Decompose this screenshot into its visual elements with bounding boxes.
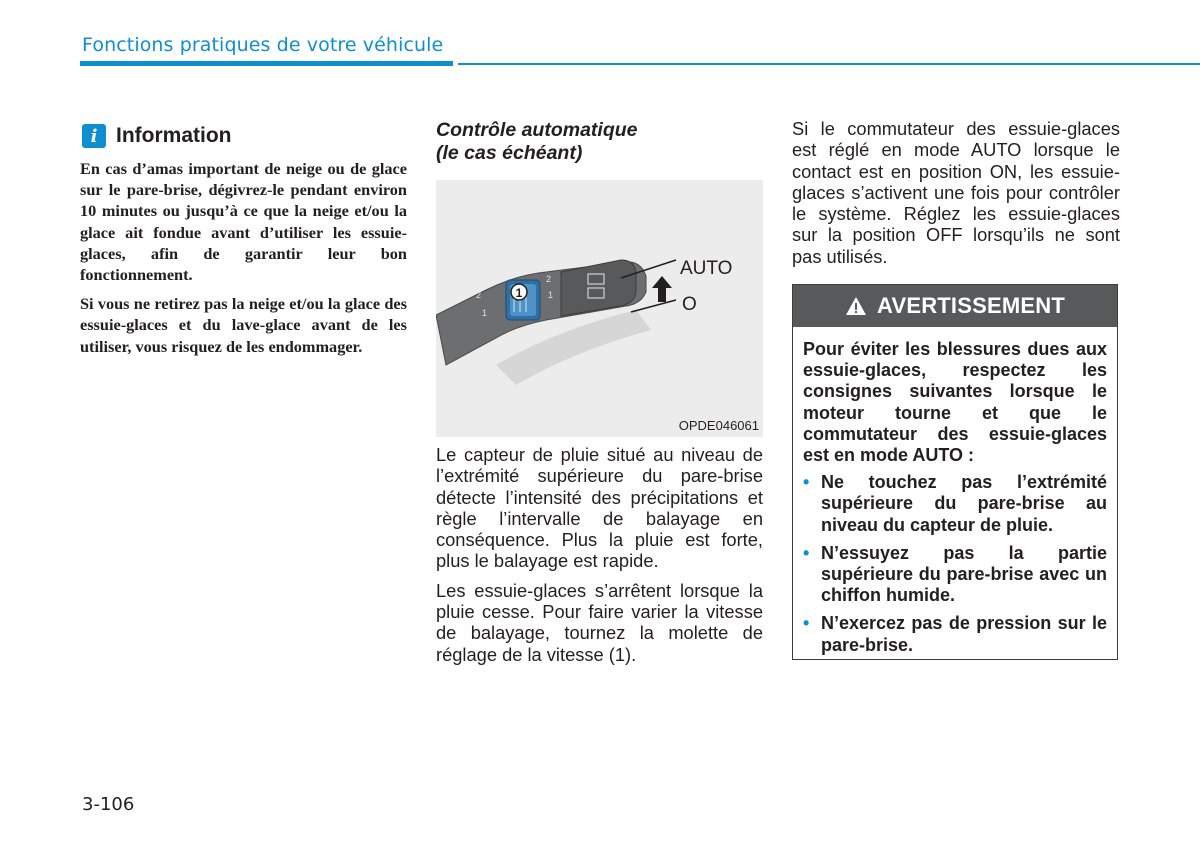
page-number: 3-106 (82, 794, 135, 815)
svg-text:1: 1 (482, 308, 488, 318)
figure-callout-1: 1 (515, 286, 523, 300)
warning-list (803, 472, 1107, 656)
figure-label-auto: AUTO (680, 258, 733, 279)
warning-header (793, 285, 1117, 327)
svg-text:2: 2 (476, 290, 482, 300)
right-body (792, 118, 1120, 267)
warning-item: • N’essuyez pas la partie supérieure du pare-brise avec un chiffon humide. (803, 542, 1107, 606)
warning-box (792, 284, 1118, 660)
warning-triangle-icon (845, 296, 867, 316)
information-paragraph: En cas d’amas important de neige ou de glace sur le pare-brise, dégivrez-le pendant environ 10 minutes ou jusqu’à ce que la neige et/ou la glace ait fondue avant d’utiliser les essuie-glaces, afin de garantir leur bon fonctionnement. (80, 159, 407, 285)
section-title-line: Contrôle automatique (436, 119, 638, 141)
warning-title: AVERTISSEMENT (877, 293, 1065, 318)
right-paragraph: Si le commutateur des essuie-glaces est réglé en mode AUTO lorsque le contact est en position ON, les essuie-glaces s’activent une fois pour contrôler le système. Réglez les essuie-glaces sur la position OFF lorsqu’ils ne sont pas utilisés. (792, 118, 1120, 267)
arrow-up-icon (652, 276, 672, 302)
warning-item: • N’exercez pas de pression sur le pare-brise. (803, 613, 1107, 655)
section-paragraph: Les essuie-glaces s’arrêtent lorsque la pluie cesse. Pour faire varier la vitesse de balayage, tournez la molette de réglage de la vitesse (1). (436, 579, 763, 665)
warning-item: • Ne touchez pas l’extrémité supérieure du pare-brise au niveau du capteur de pluie. (803, 472, 1107, 535)
wiper-stalk-illustration (436, 180, 763, 437)
information-body (80, 158, 407, 365)
section-title (436, 119, 766, 165)
section-title-line: (le cas échéant) (436, 142, 583, 164)
header-rule-thin (458, 63, 1200, 65)
svg-text:1: 1 (548, 290, 554, 300)
figure-label-o: O (682, 294, 697, 315)
bullet-icon: • (803, 472, 810, 493)
svg-text:2: 2 (546, 274, 552, 284)
header-rule-thick (80, 61, 453, 66)
wiper-switch-figure (436, 180, 763, 437)
section-paragraph: Le capteur de pluie situé au niveau de l’extrémité supérieure du pare-brise détecte l’intensité des précipitations et règle l’intervalle de balayage en conséquence. Plus la pluie est forte, plus le balayage est rapide. (436, 444, 763, 572)
section-body (436, 444, 763, 673)
information-heading (82, 124, 232, 148)
information-paragraph: Si vous ne retirez pas la neige et/ou la glace des essuie-glaces et du lave-glace avant de les utiliser, vous risquez de les endommager. (80, 294, 407, 356)
figure-code: OPDE046061 (678, 418, 759, 433)
info-icon: i (82, 124, 106, 148)
bullet-icon: • (803, 613, 810, 634)
running-header: Fonctions pratiques de votre véhicule (82, 34, 444, 56)
bullet-icon: • (803, 542, 810, 563)
information-title: Information (116, 124, 232, 147)
warning-intro: Pour éviter les blessures dues aux essuie-glaces, respectez les consignes suivantes lorsque le moteur tourne et que le commutateur des essuie-glaces est en mode AUTO : (803, 339, 1107, 466)
